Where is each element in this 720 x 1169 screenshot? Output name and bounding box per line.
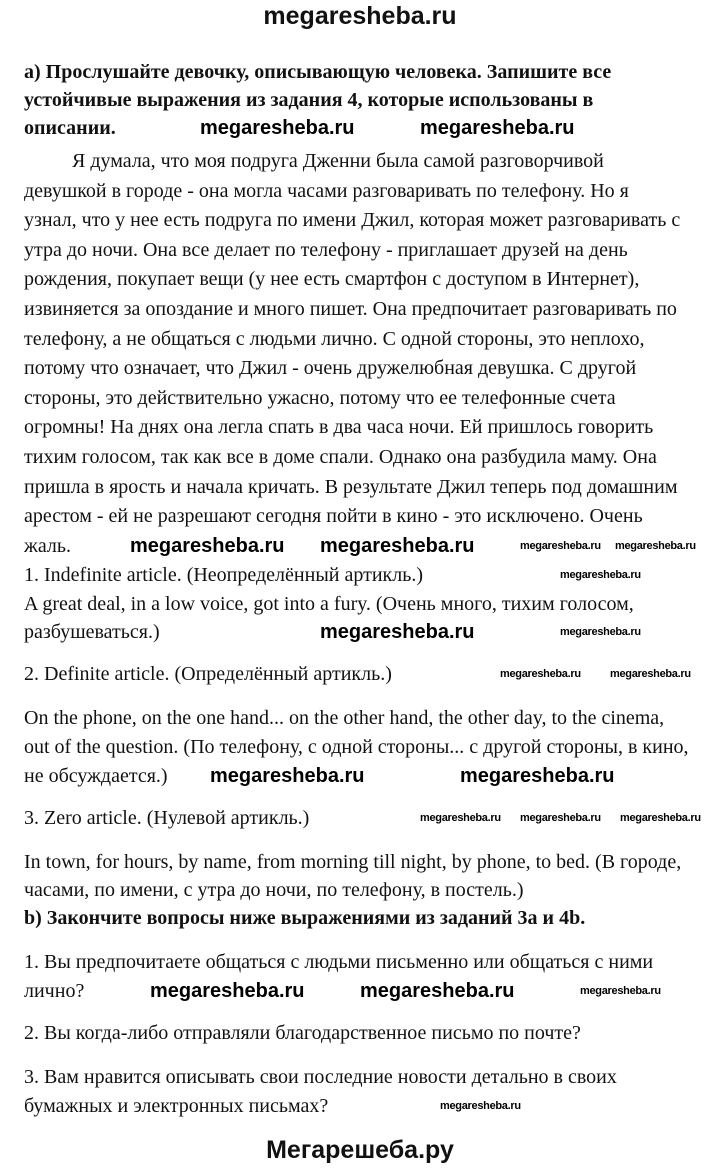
task-a-heading-line: а) Прослушайте девочку, описывающую человека. Запишите все: [24, 61, 612, 83]
watermark: megaresheba.ru: [500, 668, 581, 680]
paragraph-line: Я думала, что моя подруга Дженни была самой разговорчивой: [72, 150, 604, 172]
watermark: megaresheba.ru: [320, 535, 475, 557]
watermark: megaresheba.ru: [320, 621, 475, 643]
answer-line: A great deal, in a low voice, got into a fury. (Очень много, тихим голосом,: [24, 593, 634, 615]
watermark: megaresheba.ru: [150, 980, 305, 1002]
answer-line: 2. Definite article. (Определённый артикль.): [24, 663, 392, 685]
site-title: megaresheba.ru: [263, 2, 457, 30]
watermark: megaresheba.ru: [520, 812, 601, 824]
paragraph-line: огромны! На днях она легла спать в два часа ночи. Ей пришлось говорить: [24, 416, 654, 438]
paragraph-line: узнал, что у нее есть подруга по имени Джил, которая может разговаривать с: [24, 209, 681, 231]
answer-line: out of the question. (По телефону, с одной стороны... с другой стороны, в кино,: [24, 736, 689, 758]
answer-line: не обсуждается.): [24, 765, 168, 787]
answer-line: часами, по имени, с утра до ночи, по телефону, в постель.): [24, 879, 524, 901]
watermark: megaresheba.ru: [580, 985, 661, 997]
question-line: 3. Вам нравится описывать свои последние новости детально в своих: [24, 1066, 617, 1088]
watermark: megaresheba.ru: [560, 569, 641, 581]
answer-line: 1. Indefinite article. (Неопределённый артикль.): [24, 564, 423, 586]
watermark: megaresheba.ru: [420, 812, 501, 824]
paragraph-line: извиняется за опоздание и много пишет. Она предпочитает разговаривать по: [24, 298, 677, 320]
watermark: megaresheba.ru: [560, 626, 641, 638]
task-a-heading-line: описании.: [24, 117, 116, 139]
watermark: megaresheba.ru: [615, 540, 696, 552]
paragraph-line: рождения, покупает вещи (у нее есть смартфон с доступом в Интернет),: [24, 268, 640, 290]
paragraph-line: стороны, это действительно ужасно, потому что ее телефонные счета: [24, 387, 616, 409]
watermark: megaresheba.ru: [360, 980, 515, 1002]
watermark: megaresheba.ru: [460, 765, 615, 787]
answer-line: On the phone, on the one hand... on the other hand, the other day, to the cinema,: [24, 707, 665, 729]
paragraph-line: телефону, а не общаться с людьми лично. С одной стороны, это неплохо,: [24, 328, 645, 350]
watermark: megaresheba.ru: [520, 540, 601, 552]
paragraph-line: утра до ночи. Она все делает по телефону - приглашает друзей на день: [24, 239, 628, 261]
watermark: megaresheba.ru: [210, 765, 365, 787]
question-line: бумажных и электронных письмах?: [24, 1095, 329, 1117]
watermark: megaresheba.ru: [200, 117, 355, 139]
question-line: 1. Вы предпочитаете общаться с людьми письменно или общаться с ними: [24, 951, 654, 973]
paragraph-line: девушкой в городе - она могла часами разговаривать по телефону. Но я: [24, 180, 629, 202]
task-a-heading-line: устойчивые выражения из задания 4, которые использованы в: [24, 89, 594, 111]
answer-line: 3. Zero article. (Нулевой артикль.): [24, 807, 310, 829]
paragraph-line: потому что означает, что Джил - очень дружелюбная девушка. С другой: [24, 357, 637, 379]
watermark: megaresheba.ru: [130, 535, 285, 557]
watermark: megaresheba.ru: [440, 1100, 521, 1112]
watermark: megaresheba.ru: [620, 812, 701, 824]
site-footer: Мегарешеба.ру: [266, 1136, 454, 1164]
question-line: 2. Вы когда-либо отправляли благодарственное письмо по почте?: [24, 1022, 581, 1044]
answer-line: In town, for hours, by name, from morning till night, by phone, to bed. (В городе,: [24, 851, 682, 873]
task-b-heading: b) Закончите вопросы ниже выражениями из заданий 3а и 4b.: [24, 907, 586, 929]
watermark: megaresheba.ru: [420, 117, 575, 139]
paragraph-line: тихим голосом, так как все в доме спали. Однако она разбудила маму. Она: [24, 446, 657, 468]
paragraph-line: арестом - ей не разрешают сегодня пойти в кино - это исключено. Очень: [24, 505, 643, 527]
answer-line: разбушеваться.): [24, 621, 160, 643]
paragraph-line: жаль.: [24, 535, 71, 557]
watermark: megaresheba.ru: [610, 668, 691, 680]
paragraph-line: пришла в ярость и начала кричать. В результате Джил теперь под домашним: [24, 476, 678, 498]
question-line: лично?: [24, 980, 85, 1002]
